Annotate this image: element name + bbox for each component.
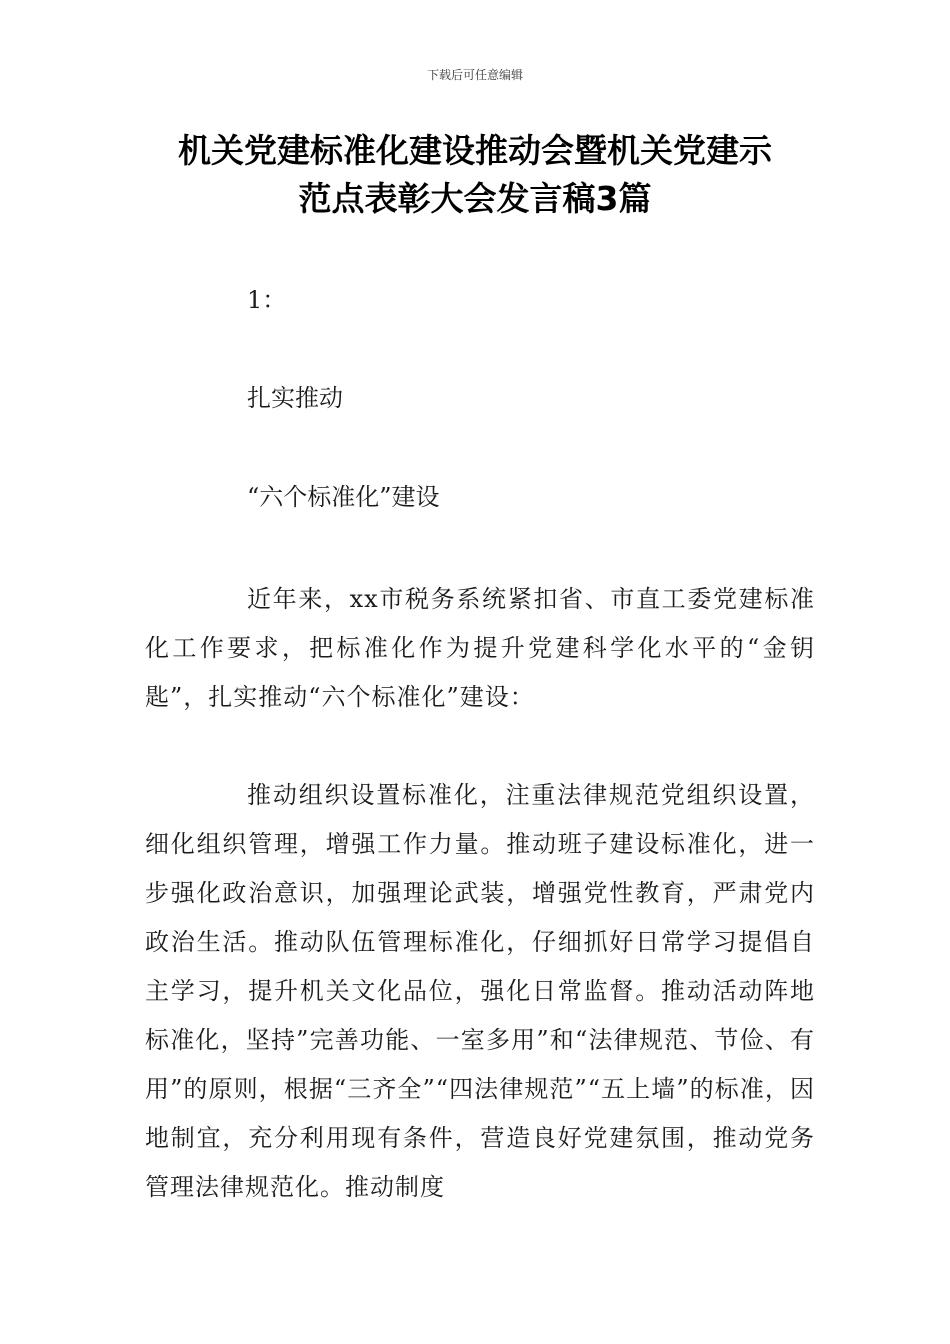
header-note: 下载后可任意编辑 — [426, 68, 523, 82]
section-number: 1： — [247, 286, 287, 314]
paragraph-intro: 近年来，xx市税务系统紧扣省、市直工委党建标准化工作要求，把标准化作为提升党建科学化水平的“金钥匙”，扎实推动“六个标准化”建设： — [145, 585, 815, 711]
paragraph-body: 推动组织设置标准化，注重法律规范党组织设置，细化组织管理，增强工作力量。推动班子建设标准化，进一步强化政治意识，加强理论武装，增强党性教育，严肃党内政治生活。推动队伍管理标准化，仔细抓好日常学习提倡自主学习，提升机关文化品位，强化日常监督。推动活动阵地标准化，坚持”完善功能、一室多用”和“法律规范、节俭、有用”的原则，根据“三齐全”“四法律规范”“五上墙”的标准，因地制宜，充分利用现有条件，营造良好党建氛围，推动党务管理法律规范化。推动制度 — [145, 781, 815, 1201]
document-title — [100, 127, 850, 223]
section-heading-line-1: 扎实推动 — [247, 384, 343, 412]
document-title-line-2: 范点表彰大会发言稿3篇 — [298, 179, 652, 218]
document-title-line-1: 机关党建标准化建设推动会暨机关党建示 — [178, 131, 772, 170]
section-heading-line-2: “六个标准化”建设 — [247, 483, 440, 511]
